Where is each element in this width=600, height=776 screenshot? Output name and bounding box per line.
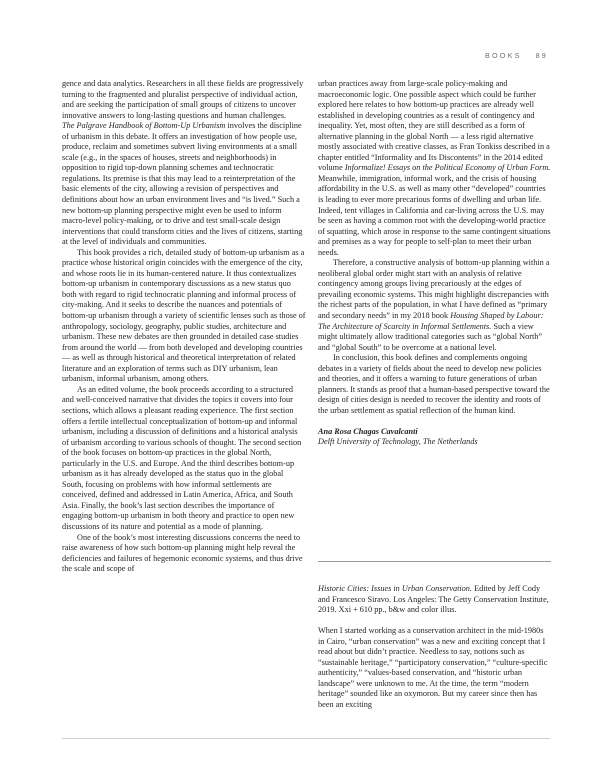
left-paragraph-4: One of the book’s most interesting discussions concerns the need to raise awareness of how such bottom-up planning might help reveal the deficiencies and failures of hegemonic economic systems, and thus drive the scale and scope of — [62, 532, 303, 574]
reviewer-name: Ana Rosa Chagas Cavalcanti — [318, 426, 418, 436]
footer-rule — [62, 738, 550, 739]
page-number: 89 — [535, 51, 548, 60]
cited-book-title-italic: Housing Shaped by Labour: The Architecture of Scarcity in Informal Settlements. — [318, 311, 544, 331]
book-title-italic: The Palgrave Handbook of Bottom-Up Urbanism — [62, 121, 226, 131]
next-review-citation — [318, 584, 551, 616]
next-review-title: Historic Cities: Issues in Urban Conservation. — [318, 584, 472, 593]
left-paragraph-1 — [62, 79, 306, 248]
right-p1-text-b: Meanwhile, immigration, informal work, and the crisis of housing affordability in the U.S. as well as many other “developed” countries is leading to ever more precarious forms of dwelling and urban life. Indeed, tent villages in California and car-living across the U.S. may be seen as having a common root with the developing-world practice of squatting, which arose in response to the same contingent situations and premises as a way for people to self-plan to meet their urban needs. — [318, 173, 551, 257]
left-paragraph-3: As an edited volume, the book proceeds according to a structured and well-conceived narrative that divides the topics it covers into four sections, which allows a pleasant reading experience. The first section offers a fertile intellectual conceptualization of bottom-up and informal urbanism, including a discussion of definitions and a historical analysis of urbanism according to various schools of thought. The second section of the book focuses on bottom-up practices in the global North, particularly in the U.S. and Europe. And the third describes bottom-up urbanism as it has already developed as the status quo in the global South, focusing on problems with how informal settlements are conceived, defined and addressed in Latin America, Africa, and South Asia. Finally, the book’s last section describes the importance of engaging bottom-up urbanism in both theory and practice to open new discussions of its nature and potential as a mode of planning. — [62, 384, 302, 531]
next-review-citation-text: Edited by Jeff Cody and Francesco Siravo. Los Angeles: The Getty Conservation Institute, 2019. Xxi + 610 pp., b&w and color illus. — [318, 584, 549, 615]
right-p2-text-a: Therefore, a constructive analysis of bottom-up planning within a neoliberal global order might start with an analysis of relative contingency among groups living precariously at the edges of prevailing economic systems. This might highlight discrepancies with the richest parts of the population, in what I have defined as “primary and secondary needs” in my 2018 book — [318, 258, 550, 321]
right-paragraph-3: In conclusion, this book defines and complements ongoing debates in a variety of fields about the need to develop new policies and theories, and it offers a warning to future generations of urban planners. It stands as proof that a human-based perspective toward the design of cities design is needed to recover the identity and roots of the urban settlement as spatial reflection of the human kind. — [318, 353, 550, 415]
right-paragraph-2 — [318, 258, 551, 353]
left-paragraph-2: This book provides a rich, detailed study of bottom-up urbanism as a practice whose historical origin coincides with the emergence of the city, and whose roots lie in its human-centered nature. It thus contextualizes bottom-up urbanism in contemporary discussions as a new status quo both with regard to rigid technocratic planning and informal process of city-making. And it seeks to describe the nuances and potentials of bottom-up urbanism through a variety of scientific lenses such as those of anthropology, sociology, geography, public studies, architecture and urbanism. These new debates are then grounded in detailed case studies from around the world — from both developed and developing countries — as well as through historical and theoretical interpretation of related literature and an exploration of terms such as DIY urbanism, lean urbanism, informal urbanism, among others. — [62, 247, 306, 384]
left-column — [62, 79, 306, 575]
next-review-paragraph-1: When I started working as a conservation architect in the mid-1980s in Cairo, “urban conservation” was a new and exciting concept that I read about but didn’t practice. Needless to say, notions such as “sustainable heritage,” “participatory conservation,” “culture-specific authenticity,” “values-based conservation, and “historic urban landscape” were unknown to me. At the time, the term “modern heritage” sounded like an oxymoron. But my career since then has been an exciting — [318, 626, 548, 709]
cited-title-italic: Informalize! Essays on the Political Economy of Urban Form. — [344, 163, 551, 173]
running-header-section: BOOKS — [485, 51, 522, 60]
reviewer-affiliation: Delft University of Technology, The Netherlands — [318, 437, 478, 447]
next-review-body — [318, 626, 551, 710]
running-header — [485, 51, 548, 60]
right-column — [318, 79, 551, 448]
right-p2-text-b: Such a view might ultimately allow traditional categories such as “global North” and “global South” to be overcome at a national level. — [318, 321, 543, 352]
right-paragraph-1 — [318, 79, 551, 258]
left-p1-text-b: involves the discipline of urbanism in this debate. It offers an investigation of how people use, produce, reclaim and sometimes subvert living environments at a small scale (e.g., in the spaces of houses, streets and neighborhoods) in opposition to rigid top-down planning schemes and technocratic regulations. Its premise is that this may lead to a reinterpretation of the basic elements of the city, allowing a revision of perspectives and definitions about how an urban environment lives and “is lived.” Such a new bottom-up planning perspective might even be used to inform macro-level policy-making, or to drive and test small-scale design interventions that could transform cities and the lives of citizens, starting at the level of individuals and communities. — [62, 121, 303, 247]
left-p1-text-a: gence and data analytics. Researchers in all these fields are progressively turning to the fragmented and pluralist perspective of individual action, and are seeking the participation of small groups of citizens to uncover innovative answers to long-lasting questions and human challenges. — [62, 79, 304, 120]
right-p1-text-a: urban practices away from large-scale policy-making and macroeconomic logic. One possible aspect which could be further explored here relates to how bottom-up practices are already well established in developing countries as a result of contingency and inequality. Yet, most often, they are still described as a form of alternative planning in the global North — a less rigid alternative mostly associated with creative classes, as Fran Tonkiss described in a chapter entitled “Informality and Its Discontents” in the 2014 edited volume — [318, 79, 550, 173]
review-divider — [318, 561, 551, 562]
